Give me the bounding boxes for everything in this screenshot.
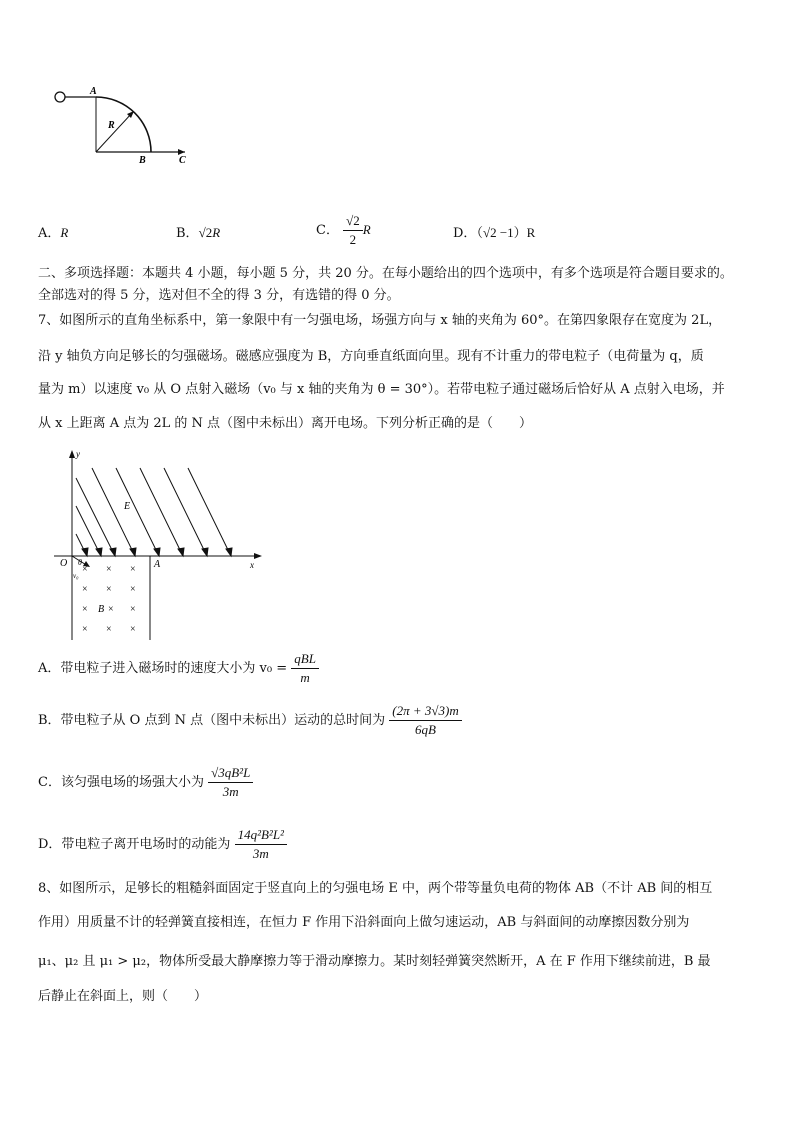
figure-field-diagram xyxy=(50,448,265,643)
fraction-denominator: 3m xyxy=(222,784,239,799)
q6-option-d xyxy=(453,224,535,243)
label-e: E xyxy=(124,501,131,512)
svg-text:×: × xyxy=(130,604,136,615)
option-text: B．带电粒子从 O 点到 N 点（图中未标出）运动的总时间为 xyxy=(38,713,386,728)
option-letter: A． xyxy=(38,226,61,241)
svg-text:×: × xyxy=(130,564,136,575)
label-b: B xyxy=(98,604,105,615)
option-letter: B． xyxy=(176,226,199,241)
radius-line xyxy=(96,113,132,152)
fraction xyxy=(343,212,363,249)
svg-text:×: × xyxy=(82,604,88,615)
option-letter: C． xyxy=(316,223,339,238)
label-o: O xyxy=(60,558,68,569)
option-radical: √2 xyxy=(198,225,213,240)
q6-option-a xyxy=(38,224,68,243)
label-theta: θ xyxy=(78,558,82,567)
q7-line1: 7、如图所示的直角坐标系中，第一象限中有一匀强电场，场强方向与 x 轴的夹角为 60°。在第四象限存在宽度为 2L， xyxy=(38,313,722,328)
fraction xyxy=(208,764,253,801)
fraction-numerator: (2π + 3√3)m xyxy=(389,702,461,721)
svg-text:×: × xyxy=(108,604,114,615)
q7-option-d xyxy=(38,826,287,863)
svg-text:×: × xyxy=(106,564,112,575)
svg-text:×: × xyxy=(130,584,136,595)
q7-option-b xyxy=(38,702,462,739)
section2-line1: 二、多项选择题：本题共 4 小题，每小题 5 分，共 20 分。在每小题给出的四个选项中，有多个选项是符合题目要求的。 xyxy=(38,266,733,281)
q7-line2: 沿 y 轴负方向足够长的匀强磁场。磁感应强度为 B，方向垂直纸面向里。现有不计重力的带电粒子（电荷量为 q，质 xyxy=(38,349,704,364)
q8-line1: 8、如图所示，足够长的粗糙斜面固定于竖直向上的匀强电场 E 中，两个带等量负电荷的物体 AB（不计 AB 间的相互 xyxy=(38,881,713,896)
figure-quarter-circle xyxy=(50,85,200,165)
q7-option-c xyxy=(38,764,253,801)
option-text: R xyxy=(212,225,221,240)
q6-option-c xyxy=(316,212,371,249)
svg-text:×: × xyxy=(82,584,88,595)
q8-line3: μ₁、μ₂ 且 μ₁ > μ₂，物体所受最大静摩擦力等于滑动摩擦力。某时刻轻弹簧突然断开，A 在 F 作用下继续前进，B 最 xyxy=(38,954,711,969)
label-x: x xyxy=(250,560,254,570)
option-letter: D． xyxy=(453,226,477,241)
fraction xyxy=(235,826,287,863)
q7-line3: 量为 m）以速度 v₀ 从 O 点射入磁场（v₀ 与 x 轴的夹角为 θ = 30°）。若带电粒子通过磁场后恰好从 A 点射入电场，并 xyxy=(38,382,725,397)
section2-line2: 全部选对的得 5 分，选对但不全的得 3 分，有选错的得 0 分。 xyxy=(38,288,400,303)
fraction-denominator: 6qB xyxy=(415,722,436,737)
q8-line2: 作用）用质量不计的轻弹簧直接相连，在恒力 F 作用下沿斜面向上做匀速运动，AB 与斜面间的动摩擦因数分别为 xyxy=(38,915,690,930)
svg-text:×: × xyxy=(106,624,112,635)
q7-option-a xyxy=(38,650,319,687)
svg-text:×: × xyxy=(106,584,112,595)
label-v0: v₀ xyxy=(73,572,79,580)
svg-text:×: × xyxy=(82,564,88,575)
fig1-label-c: C xyxy=(179,155,186,165)
magnetic-field-crosses xyxy=(82,564,136,635)
fig1-label-a: A xyxy=(90,86,97,97)
fraction-numerator: 14q²B²L² xyxy=(235,826,287,845)
label-y: y xyxy=(76,449,80,459)
fig1-label-b: B xyxy=(139,155,146,165)
option-text: （√2 −1）R xyxy=(476,225,536,240)
label-a: A xyxy=(154,559,161,570)
fraction xyxy=(291,650,319,687)
option-text: D．带电粒子离开电场时的动能为 xyxy=(38,837,231,852)
ball xyxy=(55,92,65,102)
fraction xyxy=(389,702,461,739)
fraction-denominator: 2 xyxy=(349,232,357,247)
option-text: R xyxy=(60,225,69,240)
option-text: A．带电粒子进入磁场时的速度大小为 v₀ = xyxy=(38,661,288,676)
q7-line4: 从 x 上距离 A 点为 2L 的 N 点（图中未标出）离开电场。下列分析正确的是（ ） xyxy=(38,416,533,431)
svg-text:×: × xyxy=(130,624,136,635)
q8-line4: 后静止在斜面上，则（ ） xyxy=(38,989,208,1004)
fraction-numerator: √2 xyxy=(343,212,363,231)
option-text: C．该匀强电场的场强大小为 xyxy=(38,775,204,790)
fraction-denominator: 3m xyxy=(252,846,269,861)
electric-field-lines xyxy=(76,468,232,556)
q6-option-b xyxy=(176,224,220,243)
option-text: R xyxy=(362,222,371,237)
svg-text:×: × xyxy=(82,624,88,635)
fraction-numerator: √3qB²L xyxy=(208,764,253,783)
fraction-numerator: qBL xyxy=(291,650,319,669)
fig1-label-r: R xyxy=(108,120,115,131)
fraction-denominator: m xyxy=(300,670,310,685)
